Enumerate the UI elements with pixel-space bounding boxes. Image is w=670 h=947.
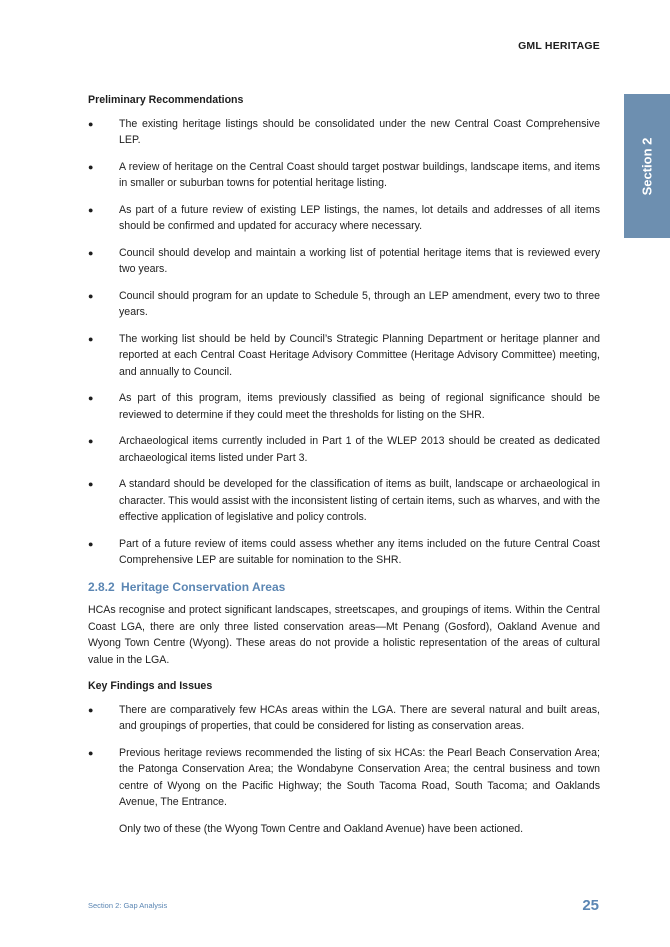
page-number: 25 <box>582 897 599 914</box>
list-item: ● Archaeological items currently included in Part 1 of the WLEP 2013 should be created as dedicated archaeological items listed under Part 3. <box>88 435 600 464</box>
section-tab-label: Section 2 <box>639 137 655 195</box>
bullet-icon: ● <box>88 436 94 446</box>
recommendations-list <box>88 116 600 569</box>
running-header: GML HERITAGE <box>518 40 600 52</box>
list-item: ● A standard should be developed for the classification of items as built, landscape or archaeological in character. This would assist with the inconsistent listing of certain items, such as wharves, and with the effective application of legislative and policy controls. <box>88 478 600 523</box>
list-item: ● Part of a future review of items could assess whether any items included on the future Central Coast Comprehensive LEP are suitable for nomination to the SHR. <box>88 537 600 566</box>
bullet-icon: ● <box>88 290 94 301</box>
list-item: ● A review of heritage on the Central Coast should target postwar buildings, landscape items, and items in smaller or suburban towns for potential heritage listing. <box>88 160 600 189</box>
findings-note: Only two of these (the Wyong Town Centre and Oakland Avenue) have been actioned. <box>119 822 524 835</box>
list-item: ● As part of this program, items previously classified as being of regional significance should be reviewed to determine if they could meet the thresholds for listing on the SHR. <box>88 392 600 421</box>
list-item: ● Council should program for an update to Schedule 5, through an LEP amendment, every two to three years. <box>88 289 600 318</box>
section-title: Heritage Conservation Areas <box>121 579 286 594</box>
section-tab[interactable] <box>624 94 670 238</box>
bullet-icon: ● <box>88 204 94 215</box>
bullet-icon: ● <box>88 161 94 172</box>
section-number: 2.8.2 <box>88 579 115 594</box>
preliminary-recommendations-heading: Preliminary Recommendations <box>88 94 244 106</box>
section-intro-paragraph: HCAs recognise and protect significant landscapes, streetscapes, and groupings of items. Within the Central Coast LGA, there are only three listed conservation areas—Mt Penang (Gosford), Oakland Avenue and Wyong Town Centre (Wyong). These areas do not provide a holistic representation of the areas of cultural value in the LGA. <box>88 604 600 666</box>
bullet-icon: ● <box>88 538 94 549</box>
bullet-icon: ● <box>88 118 94 129</box>
page-content <box>88 92 600 837</box>
bullet-icon: ● <box>88 333 94 344</box>
bullet-icon: ● <box>88 479 94 489</box>
footer-section-label: Section 2: Gap Analysis <box>88 901 168 910</box>
bullet-icon: ● <box>88 393 94 403</box>
bullet-icon: ● <box>88 747 94 758</box>
bullet-icon: ● <box>88 247 94 258</box>
findings-list <box>88 702 600 811</box>
list-item: ● Previous heritage reviews recommended the listing of six HCAs: the Pearl Beach Conservation Area; the Patonga Conservation Area; the Wondabyne Conservation Area; the central business and town centre of Wyong on the Pacific Highway; the South Tacoma Road, South Tacoma; and Oaklands Avenue, The Entrance. <box>88 746 600 808</box>
bullet-icon: ● <box>88 704 94 715</box>
list-item: ● The working list should be held by Council’s Strategic Planning Department or heritage planner and reported at each Central Coast Heritage Advisory Committee (Heritage Advisory Committee) meeting, and annually to Council. <box>88 332 600 378</box>
key-findings-heading: Key Findings and Issues <box>88 680 213 692</box>
list-item: ● Council should develop and maintain a working list of potential heritage items that is reviewed every two years. <box>88 246 600 275</box>
list-item: ● The existing heritage listings should be consolidated under the new Central Coast Comprehensive LEP. <box>88 117 600 146</box>
section-heading <box>88 579 600 596</box>
list-item: ● There are comparatively few HCAs areas within the LGA. There are several natural and built areas, and groupings of properties, that could be considered for listing as conservation areas. <box>88 703 600 732</box>
list-item: ● As part of a future review of existing LEP listings, the names, lot details and addresses of all items should be confirmed and updated for accuracy where necessary. <box>88 203 600 232</box>
